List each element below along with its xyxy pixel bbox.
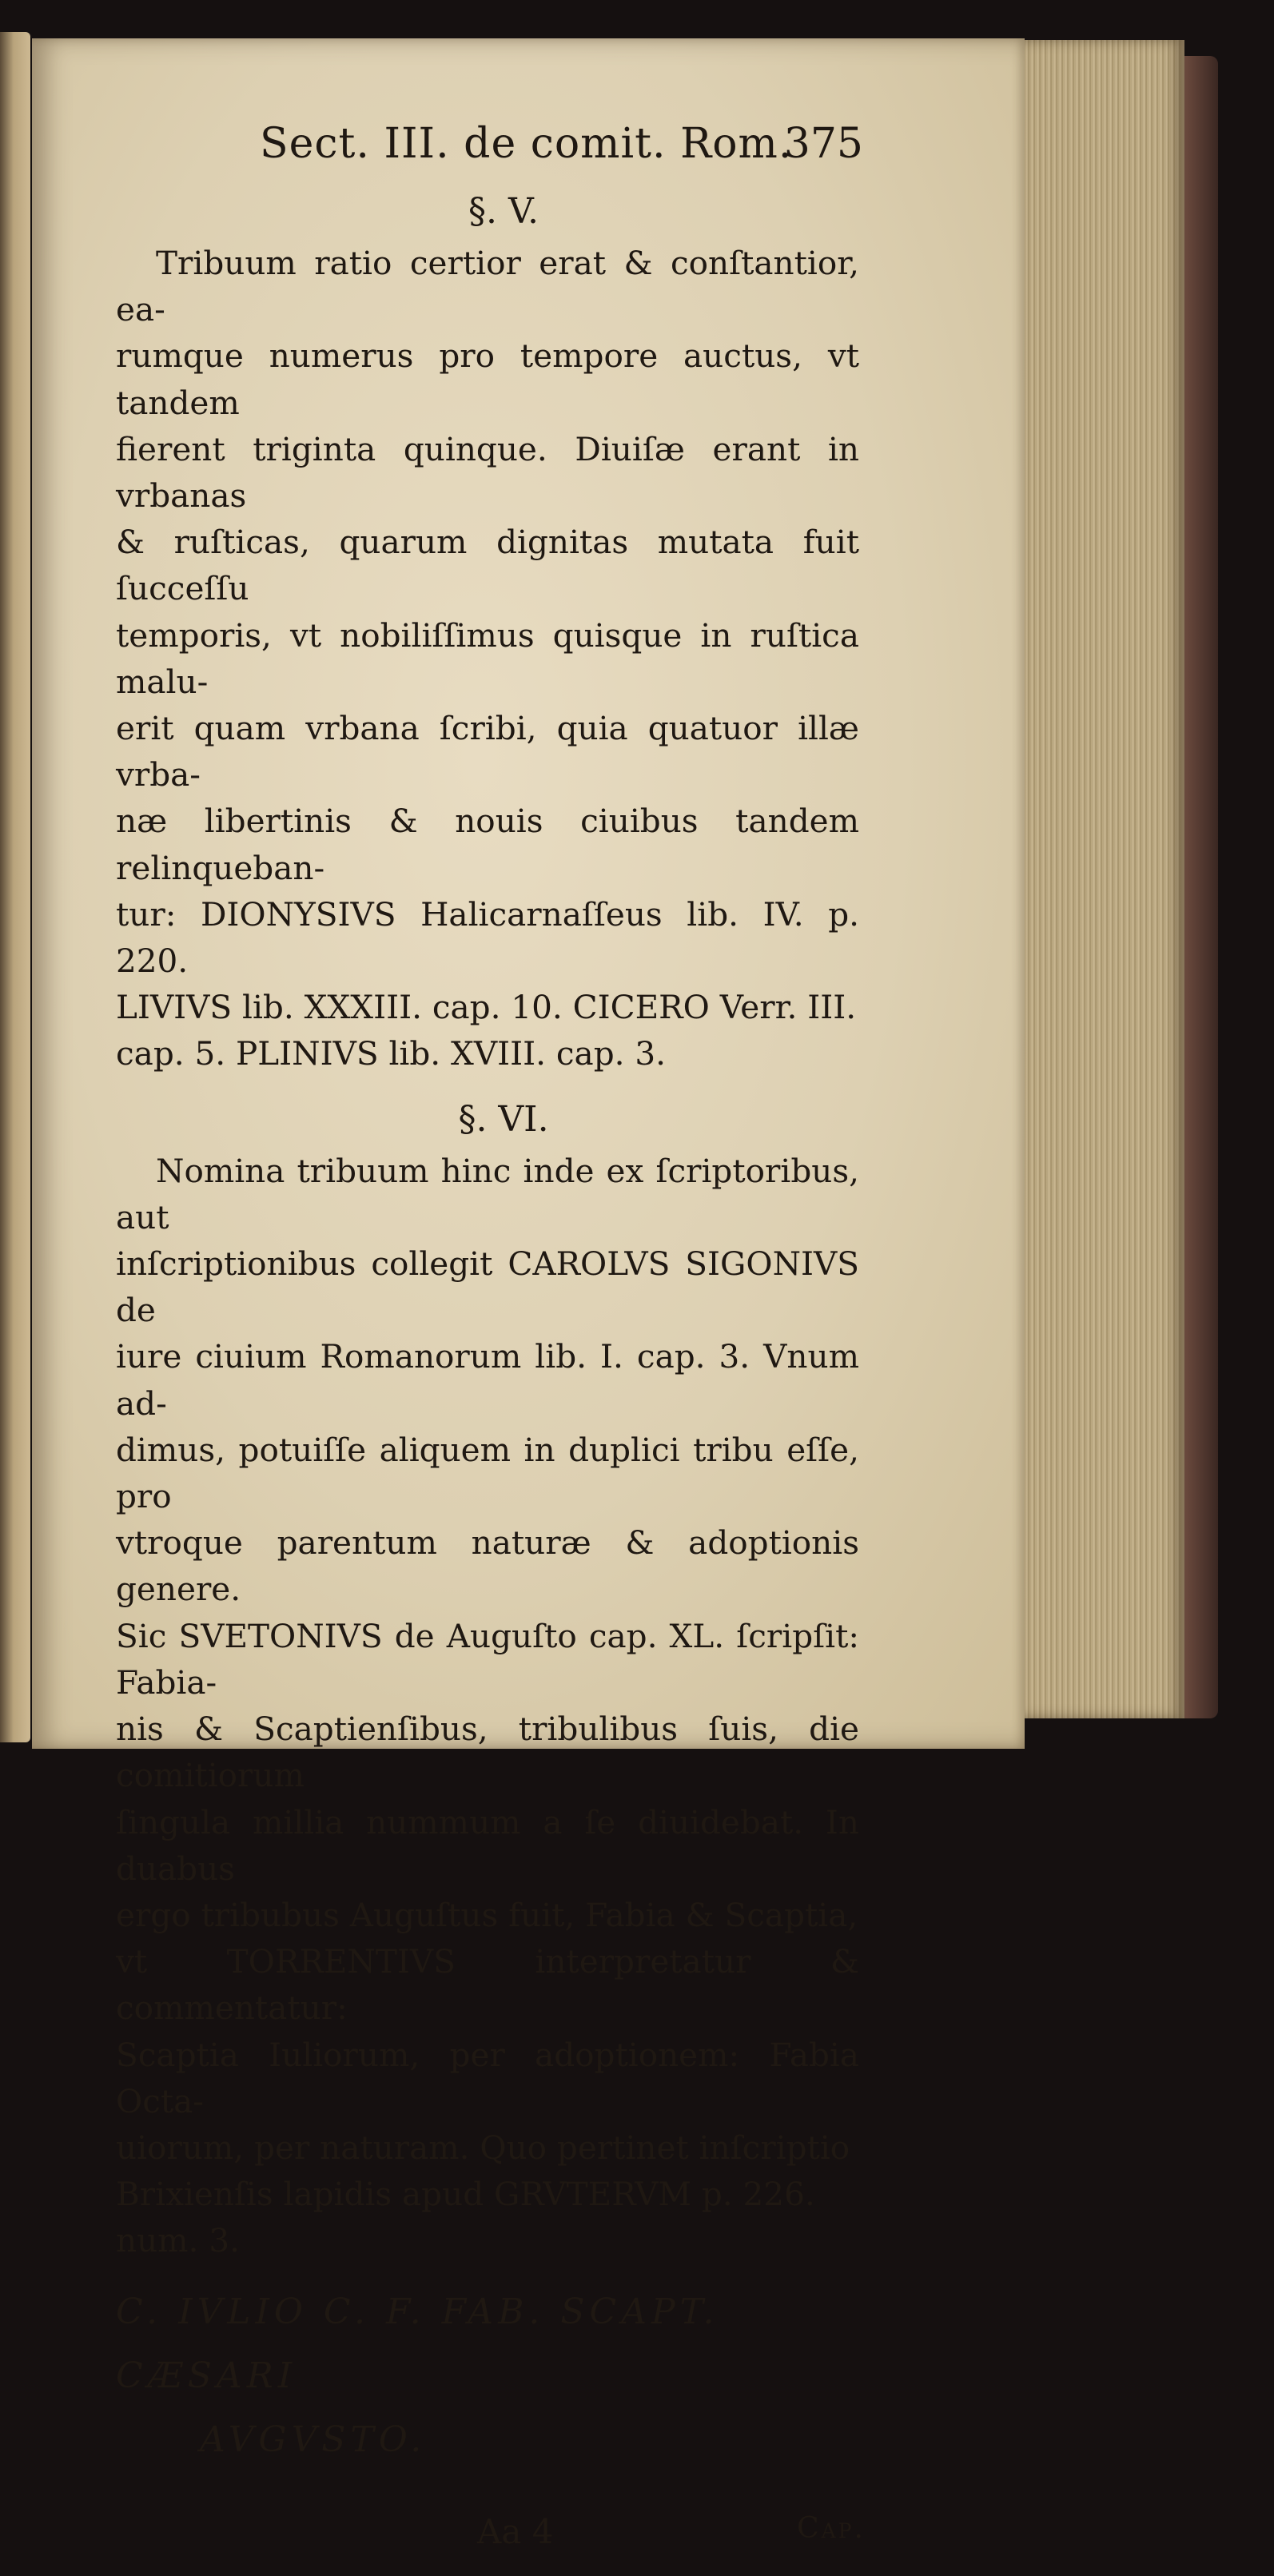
section-vi-heading: §. VI. <box>458 1098 549 1140</box>
text-line: nis & Scaptienſibus, tribulibus ſuis, die comitiorum <box>116 1710 859 1795</box>
text-line: temporis, vt nobiliſſimus quisque in ruſtica malu- <box>116 615 859 701</box>
text-line: rumque numerus pro tempore auctus, vt tandem <box>116 336 859 422</box>
text-line: Tribuum ratio certior erat & conſtantior, ea- <box>116 244 859 329</box>
text-line: Nomina tribuum hinc inde ex ſcriptoribus, aut <box>116 1151 859 1236</box>
text-line: uiorum, per naturam. Quo pertinet inſcriptio <box>116 2128 850 2167</box>
catchword: Cap. <box>797 2511 866 2545</box>
text-line: erit quam vrbana ſcribi, quia quatuor illæ vrba- <box>116 709 859 794</box>
text-line: inſcriptionibus collegit CAROLVS SIGONIVS de <box>116 1244 859 1330</box>
inscription <box>116 2280 859 2472</box>
text-line: ſingula millia nummum a ſe diuidebat. In duabus <box>116 1802 859 1888</box>
text-line: tur: DIONYSIVS Halicarnaſſeus lib. IV. p. 220. <box>116 894 859 981</box>
text-line: Sic SVETONIVS de Auguſto cap. XL. ſcripſit: Fabia- <box>116 1616 859 1702</box>
facing-page-edge <box>0 32 30 1742</box>
book-cover <box>1184 56 1218 1718</box>
signature-mark: Aa 4 <box>477 2511 554 2551</box>
text-line: dimus, potuiſſe aliquem in duplici tribu eſſe, pro <box>116 1430 859 1516</box>
page-header <box>116 120 863 184</box>
text-line: & ruſticas, quarum dignitas mutata fuit ſucceſſu <box>116 523 859 608</box>
text-line: ergo tribubus Auguſtus fuit, Fabia & Scaptia, <box>116 1895 858 1934</box>
text-line: vtroque parentum naturæ & adoptionis genere. <box>116 1523 859 1609</box>
section-v-paragraph <box>116 240 859 1077</box>
text-line: vt TORRENTIVS interpretatur & commentatur: <box>116 1942 859 2028</box>
text-line: Scaptia Iuliorum, per adoptionem: Fabia Octa- <box>116 2035 859 2120</box>
text-line: num. 3. <box>116 2221 240 2260</box>
section-v-heading: §. V. <box>468 191 539 232</box>
page-text <box>116 120 866 2576</box>
text-line: fierent triginta quinque. Diuiſæ erant in vrbanas <box>116 429 859 516</box>
page-number: 375 <box>783 120 863 168</box>
text-line: Brixienſis lapidis apud GRVTERVM p. 226. <box>116 2175 815 2214</box>
inscription-line: AVGVSTO. <box>200 2419 427 2460</box>
text-line: LIVIVS lib. XXXIII. cap. 10. CICERO Verr. III. <box>116 988 857 1027</box>
page-block-edge <box>1025 40 1184 1718</box>
page-footer <box>116 2511 866 2576</box>
text-line: cap. 5. PLINIVS lib. XVIII. cap. 3. <box>116 1034 667 1073</box>
running-head: Sect. III. de comit. Rom. <box>260 120 793 168</box>
inscription-line: C. IVLIO C. F. FAB. SCAPT. CÆSARI <box>116 2291 719 2396</box>
text-line: næ libertinis & nouis ciuibus tandem relinqueban- <box>116 802 859 887</box>
text-line: iure ciuium Romanorum lib. I. cap. 3. Vnum ad- <box>116 1337 859 1423</box>
section-vi-paragraph <box>116 1148 859 2264</box>
